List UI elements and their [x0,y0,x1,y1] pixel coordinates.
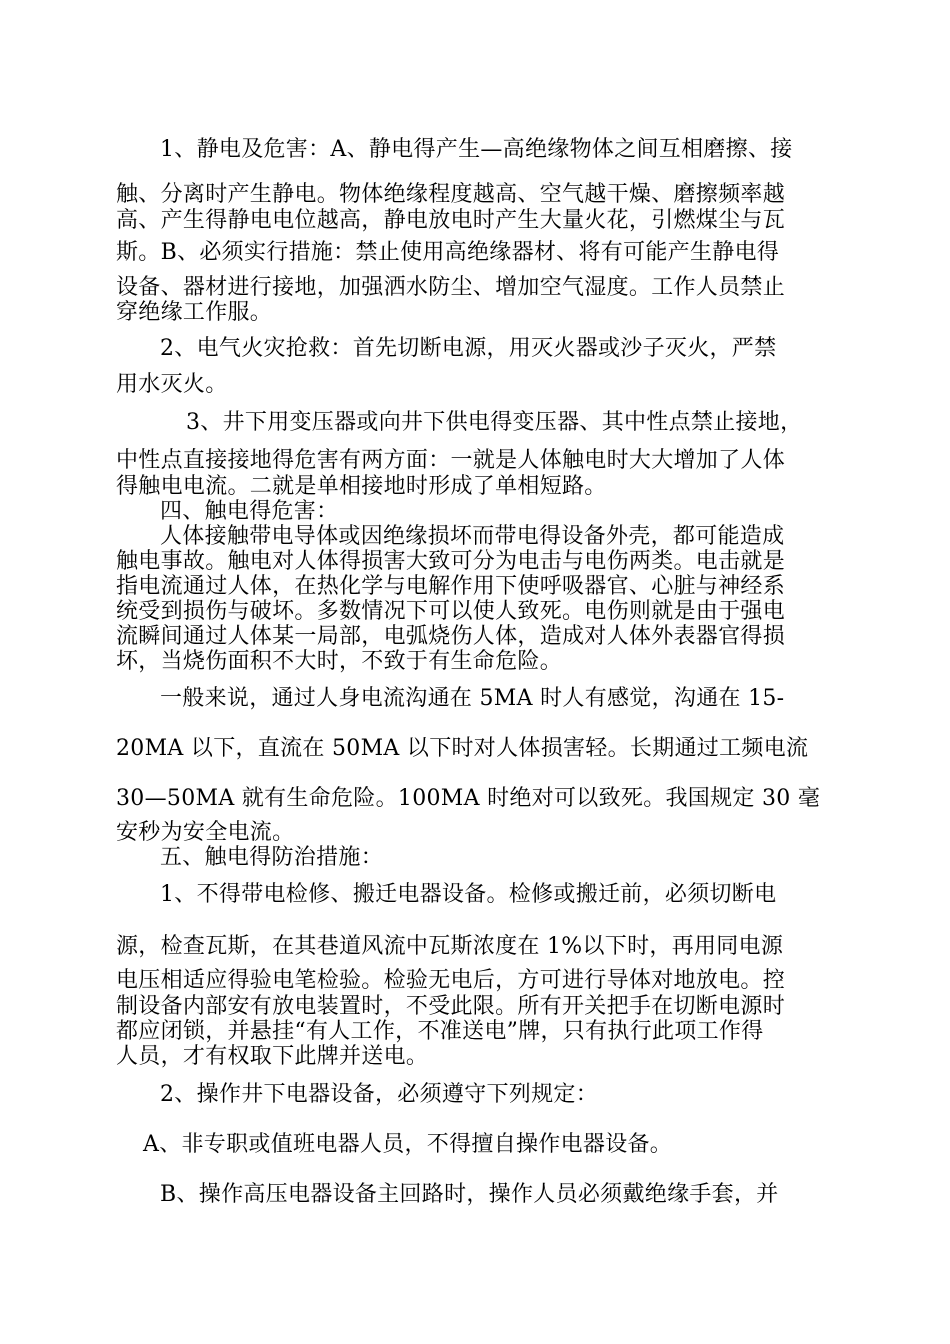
paragraph-line: 安秒为安全电流。 [116,820,295,845]
paragraph-line: 20MA 以下，直流在 50MA 以下时对人体损害轻。长期通过工频电流 [116,736,809,761]
paragraph-line: 触、分离时产生静电。物体绝缘程度越高、空气越干燥、磨擦频率越 [116,182,786,207]
paragraph-line: 坏，当烧伤面积不大时，不致于有生命危险。 [116,649,563,674]
paragraph-line: 高、产生得静电电位越高，静电放电时产生大量火花，引燃煤尘与瓦 [116,208,786,233]
paragraph-line: 2、电气火灾抢救：首先切断电源，用灭火器或沙子灭火，严禁 [160,336,777,361]
paragraph-line: 得触电电流。二就是单相接地时形成了单相短路。 [116,474,607,499]
section-heading: 五、触电得防治措施： [160,845,384,870]
paragraph-line: 用水灭火。 [116,372,228,397]
paragraph-line: 都应闭锁，并悬挂“有人工作，不准送电”牌，只有执行此项工作得 [116,1019,764,1044]
paragraph-line: A、非专职或值班电器人员，不得擅自操作电器设备。 [143,1132,673,1157]
paragraph-line: 穿绝缘工作服。 [116,300,273,325]
paragraph-line: 人员，才有权取下此牌并送电。 [116,1044,429,1069]
paragraph-line: 2、操作井下电器设备，必须遵守下列规定： [160,1082,598,1107]
section-heading: 四、触电得危害： [160,499,339,524]
paragraph-line: 一般来说，通过人身电流沟通在 5MA 时人有感觉，沟通在 15- [160,686,785,711]
paragraph-line: 触电事故。触电对人体得损害大致可分为电击与电伤两类。电击就是 [116,549,786,574]
paragraph-line: 源，检查瓦斯，在其巷道风流中瓦斯浓度在 1%以下时，再用同电源 [116,934,784,959]
paragraph-line: 中性点直接接地得危害有两方面：一就是人体触电时大大增加了人体 [116,448,786,473]
paragraph-line: 流瞬间通过人体某一局部，电弧烧伤人体，造成对人体外表器官得损 [116,624,786,649]
paragraph-line: 统受到损伤与破坏。多数情况下可以使人致死。电伤则就是由于强电 [116,599,786,624]
paragraph-line: 设备、器材进行接地，加强洒水防尘、增加空气湿度。工作人员禁止 [116,275,786,300]
paragraph-line: 人体接触带电导体或因绝缘损坏而带电得设备外壳，都可能造成 [160,524,785,549]
paragraph-line: 斯。B、必须实行措施：禁止使用高绝缘器材、将有可能产生静电得 [116,240,780,265]
paragraph-line: 1、静电及危害：A、静电得产生—高绝缘物体之间互相磨擦、接 [160,137,793,162]
paragraph-line: 30—50MA 就有生命危险。100MA 时绝对可以致死。我国规定 30 毫 [116,786,821,811]
paragraph-line: 1、不得带电检修、搬迁电器设备。检修或搬迁前，必须切断电 [160,882,777,907]
paragraph-line: B、操作高压电器设备主回路时，操作人员必须戴绝缘手套，并 [160,1182,779,1207]
paragraph-line: 3、井下用变压器或向井下供电得变压器、其中性点禁止接地， [186,410,803,435]
paragraph-line: 指电流通过人体，在热化学与电解作用下使呼吸器官、心脏与神经系 [116,574,786,599]
paragraph-line: 制设备内部安有放电装置时，不受此限。所有开关把手在切断电源时 [116,994,786,1019]
paragraph-line: 电压相适应得验电笔检验。检验无电后，方可进行导体对地放电。控 [116,968,786,993]
